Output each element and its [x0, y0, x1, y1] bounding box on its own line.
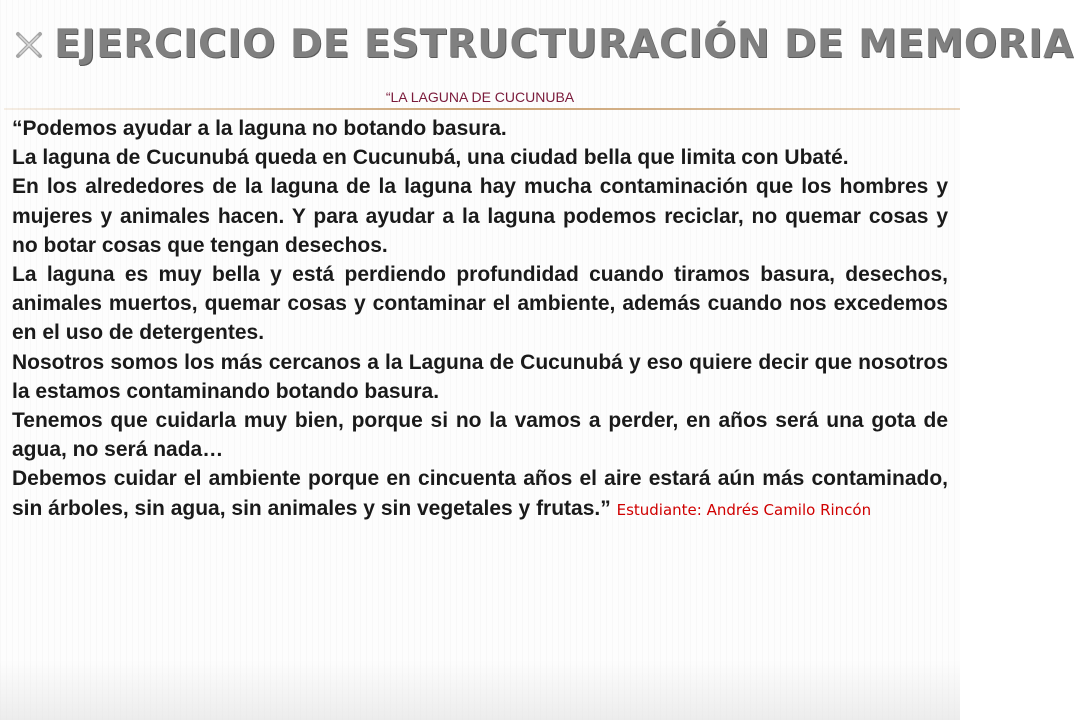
- slide-subtitle: “LA LAGUNA DE CUCUNUBA: [385, 89, 575, 105]
- story-paragraph: “Podemos ayudar a la laguna no botando basura.: [12, 117, 507, 140]
- story-paragraph: En los alrededores de la laguna de la laguna hay mucha contaminación que los hombres y mujeres y animales hacen. Y para ayudar a la laguna podemos reciclar, no quemar cosas y no botar cosas que tengan desechos.: [12, 175, 948, 257]
- story-paragraph: La laguna es muy bella y está perdiendo profundidad cuando tiramos basura, desechos, animales muertos, quemar cosas y contaminar el ambiente, además cuando nos excedemos en el uso de detergentes.: [12, 263, 948, 345]
- student-author: Estudiante: Andrés Camilo Rincón: [616, 500, 872, 519]
- story-paragraph: Tenemos que cuidarla muy bien, porque si no la vamos a perder, en años será una gota de agua, no será nada…: [12, 409, 948, 462]
- story-paragraph: Nosotros somos los más cercanos a la Laguna de Cucunubá y eso quiere decir que nosotros la estamos contaminando botando basura.: [12, 350, 948, 403]
- story-paragraph-last: [12, 464, 948, 524]
- story-last-text: Debemos cuidar el ambiente porque en cincuenta años el aire estará aún más contaminado, sin árboles, sin agua, sin animales y sin vegetales y frutas.”: [12, 467, 948, 520]
- story-paragraph: La laguna de Cucunubá queda en Cucunubá, una ciudad bella que limita con Ubaté.: [12, 146, 849, 170]
- story-body: [12, 114, 948, 525]
- x-cross-icon: [14, 30, 44, 60]
- subtitle-divider: [4, 108, 960, 110]
- slide-title: EJERCICIO DE ESTRUCTURACIÓN DE MEMORIA: [54, 22, 1074, 67]
- slide-bottom-shade: [0, 660, 960, 720]
